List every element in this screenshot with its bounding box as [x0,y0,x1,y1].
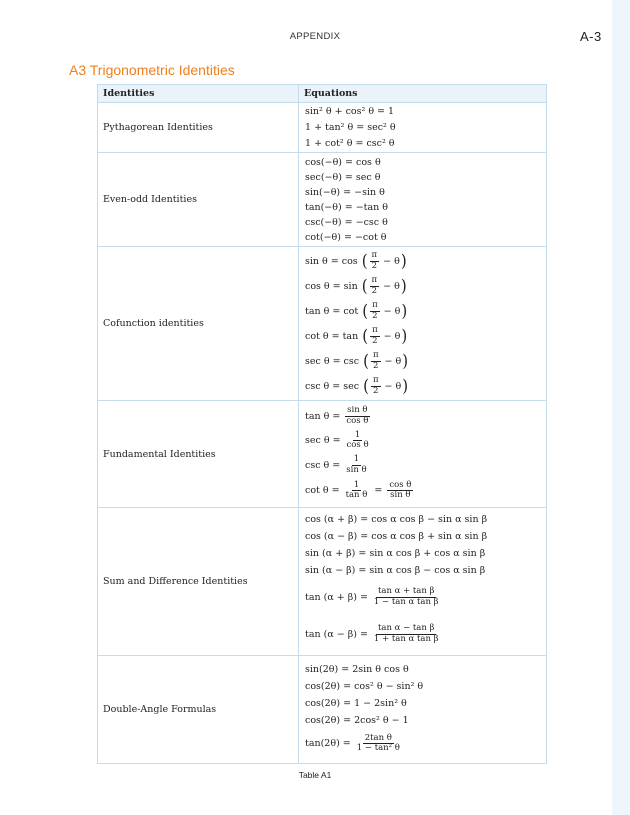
equation-lhs: csc θ = [305,459,341,471]
right-paren: ) [402,350,409,371]
fraction-numerator: cos θ [389,479,412,490]
right-paren: ) [400,275,407,296]
equations-cell [299,153,547,247]
identity-name: Cofunction identities [98,247,299,401]
equation [305,616,546,653]
left-paren: ( [362,325,369,346]
equation [305,678,546,695]
equation-lhs: csc θ = sec [305,380,360,392]
equation-lhs: cot θ = tan [305,330,359,342]
fraction-numerator: π [372,375,379,386]
equations-cell [299,103,547,153]
fraction-denominator: sin θ [390,490,411,500]
equations-cell [299,508,547,656]
fraction-denominator: tan θ [345,490,368,500]
fraction-numerator: 1 [353,479,360,490]
fraction-numerator: 2tan θ [364,732,392,743]
equation [305,274,546,299]
side-margin-strip [612,0,630,815]
fraction [370,251,380,271]
equation-text: csc(−θ) = −csc θ [305,216,388,228]
left-paren: ( [361,250,368,271]
fraction-numerator: π [372,300,378,311]
fraction-denominator: 2 [372,335,378,346]
equation-lhs: tan(2θ) = [305,738,351,749]
fraction-denominator: 2 [372,310,378,321]
equation [305,299,546,324]
equation-lhs: cot θ = [305,485,340,496]
column-header-equations: Equations [299,85,547,103]
fraction [355,734,402,754]
equation-text: 1 + tan² θ = sec² θ [305,122,396,133]
equation [305,104,546,120]
table-row [98,247,547,401]
fraction-denominator: cos θ [346,415,369,426]
equation-text: cos (α + β) = cos α cos β − sin α sin β [305,513,488,525]
equation-text: sin² θ + cos² θ = 1 [305,106,395,117]
left-paren: ( [363,350,369,371]
right-paren: ) [400,250,407,271]
equation-text: cos (α − β) = cos α cos β + sin α sin β [305,530,488,542]
equation-lhs: sec θ = csc [305,355,360,367]
fraction-denominator: 2 [371,285,378,296]
fraction-denominator: 1 − tan² θ [356,743,400,753]
equation [305,324,546,349]
fraction [344,406,370,426]
identity-name: Pythagorean Identities [98,103,299,153]
equation-lhs: tan θ = [305,410,341,422]
equation-lhs: cos θ = sin [305,280,358,292]
equation-tail: − θ [384,380,402,392]
equation-equals: = [374,485,383,496]
equation [305,453,546,477]
fraction-denominator: 2 [373,360,379,371]
fraction-denominator: sin θ [346,464,367,475]
equation-lhs: sec θ = [305,435,341,446]
fraction-numerator: 1 [354,429,361,440]
equation [305,120,546,136]
running-head: APPENDIX [289,31,341,42]
equation-text: sin(−θ) = −sin θ [305,186,385,198]
equation [305,712,546,729]
table-header-row [98,85,547,103]
equation-tail: − θ [383,280,400,292]
equation-text: cos(2θ) = 1 − 2sin² θ [305,698,407,709]
equation-text: cos(−θ) = cos θ [305,156,381,168]
equation [305,579,546,616]
equations-cell [299,247,547,401]
fraction-numerator: π [372,350,379,361]
fraction-denominator: cos θ [346,440,369,450]
table-row [98,656,547,764]
equation [305,511,546,528]
fraction-denominator: 2 [373,385,379,396]
equation-lhs: tan θ = cot [305,305,359,317]
fraction-numerator: π [371,250,378,261]
fraction-numerator: 1 [353,454,360,465]
equation-lhs: sin θ = cos [305,255,358,267]
fraction [345,431,371,451]
equations-cell [299,401,547,508]
fraction-numerator: tan α − tan β [377,623,435,634]
equation [305,562,546,579]
equation-tail: − θ [384,355,402,367]
table-row [98,401,547,508]
fraction-denominator: 2 [371,260,378,271]
equation-text: cos(2θ) = 2cos² θ − 1 [305,715,409,726]
equation [305,528,546,545]
equation [305,374,546,399]
equation-text: cot(−θ) = −cot θ [305,231,387,243]
equation [305,200,546,215]
fraction [372,587,441,607]
equation [305,249,546,274]
fraction [371,376,381,396]
equation [305,404,546,428]
right-paren: ) [401,300,408,321]
fraction-denominator: 1 − tan α tan β [373,596,439,607]
equation [305,349,546,374]
equation-tail: − θ [383,255,400,267]
equation [305,545,546,562]
table-row [98,153,547,247]
fraction [372,624,441,644]
identity-name: Fundamental Identities [98,401,299,508]
fraction [370,326,380,346]
equation [305,729,546,758]
equation-text: tan(−θ) = −tan θ [305,201,388,213]
equation-tail: − θ [383,330,401,342]
equation-tail: − θ [383,305,401,317]
equation [305,155,546,170]
table-caption: Table A1 [298,770,332,780]
left-paren: ( [363,375,369,396]
equation-text: sin (α + β) = sin α cos β + cos α sin β [305,547,486,559]
fraction [344,455,368,475]
equation-text: 1 + cot² θ = csc² θ [305,138,395,149]
fraction [370,276,380,296]
fraction-numerator: tan α + tan β [377,586,435,597]
identity-name: Even-odd Identities [98,153,299,247]
equation-text: sec(−θ) = sec θ [305,171,381,183]
table-row [98,103,547,153]
equation-text: sin(2θ) = 2sin θ cos θ [305,664,409,675]
equation-lhs: tan (α − β) = [305,628,368,640]
fraction-numerator: π [371,275,378,286]
left-paren: ( [361,275,368,296]
equation [305,136,546,152]
equation-text: cos(2θ) = cos² θ − sin² θ [305,681,424,692]
equation-text: sin (α − β) = sin α cos β − cos α sin β [305,564,486,576]
fraction-numerator: sin θ [347,405,368,416]
page-number: A-3 [580,29,602,44]
identity-name: Sum and Difference Identities [98,508,299,656]
equation [305,170,546,185]
left-paren: ( [362,300,369,321]
equation [305,477,546,504]
equation [305,230,546,245]
equation-lhs: tan (α + β) = [305,591,368,603]
identities-table [97,84,547,764]
equation [305,661,546,678]
equation [305,215,546,230]
equation [305,428,546,453]
fraction-denominator: 1 + tan α tan β [373,633,439,644]
equation [305,185,546,200]
right-paren: ) [402,375,409,396]
equation [305,695,546,712]
fraction [370,301,380,321]
column-header-identities: Identities [98,85,299,103]
equations-cell [299,656,547,764]
fraction [371,351,381,371]
fraction [344,481,370,501]
fraction-numerator: π [372,325,378,336]
right-paren: ) [401,325,408,346]
identity-name: Double-Angle Formulas [98,656,299,764]
section-title: A3 Trigonometric Identities [69,62,235,78]
fraction [387,481,413,501]
table-row [98,508,547,656]
